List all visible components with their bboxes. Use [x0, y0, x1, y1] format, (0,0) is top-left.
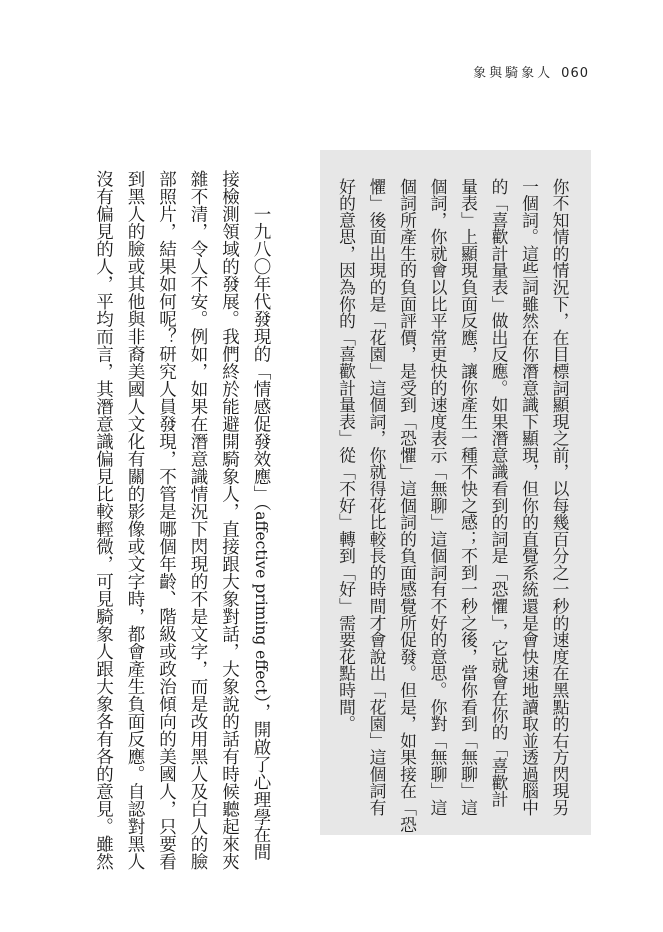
body-line-1-b: ），開啟了心理學在間 [251, 694, 271, 861]
body-line-1 [245, 205, 277, 870]
sidebar-line-8: 好的意思，因為你的「喜歡計量表」從「不好」轉到「好」需要花點時間。 [336, 178, 357, 733]
body-line-6: 沒有偏見的人，平均而言，其潛意識偏見比較輕微，可見騎象人跟大象各有各的意見。雖然 [93, 170, 114, 870]
body-line-1-latin: affective priming effect [252, 511, 270, 695]
sidebar-text [331, 178, 575, 833]
body-line-5: 到黑人的臉或其他與非裔美國人文化有關的影像或文字時，都會產生負面反應。自認對黑人 [125, 170, 145, 870]
body-line-1-a: 一九八〇年代發現的「情感促發效應」（ [251, 205, 271, 512]
book-title: 象與騎象人 [473, 66, 554, 81]
sidebar-line-2: 一個詞。這些詞雖然在你潛意識下顯現，但你的直覺系統還是會快速地讀取並透過腦中 [519, 178, 540, 817]
sidebar-line-7: 懼」後面出現的是「花園」這個詞，你就得花比較長的時間才會說出「花園」這個詞有 [367, 178, 387, 817]
body-line-3: 雜不清，令人不安。例如，如果在潛意識情況下閃現的不是文字，而是改用黑人及白人的臉 [188, 170, 208, 870]
sidebar-line-5: 個詞，你就會以比平常更快的速度表示「無聊」這個詞有不好的意思。你對「無聊」這 [428, 178, 448, 817]
sidebar-line-3: 的「喜歡計量表」做出反應。如果潛意識看到的詞是「恐懼」，它就會在你的「喜歡計 [489, 178, 509, 808]
sidebar-line-6: 個詞所產生的負面評價，是受到「恐懼」這個詞的負面感覺所促發。但是，如果接在「恐 [397, 178, 418, 833]
page-number: 060 [561, 66, 589, 81]
running-header [473, 62, 589, 81]
sidebar-line-1: 你不知情的情況下，在目標詞顯現之前，以每幾百分之一秒的速度在黑點的右方閃現另 [550, 178, 570, 817]
body-text [87, 170, 276, 870]
sidebar-line-4: 量表」上顯現負面反應，讓你產生一種不快之感；不到一秒之後，當你看到「無聊」這 [458, 178, 479, 817]
body-line-4: 部照片，結果如何呢？研究人員發現，不管是哪個年齡、階級或政治傾向的美國人，只要看 [156, 170, 177, 870]
body-line-2: 接檢測領域的發展。我們終於能避開騎象人，直接跟大象對話，大象說的話有時候聽起來夾 [219, 170, 240, 870]
